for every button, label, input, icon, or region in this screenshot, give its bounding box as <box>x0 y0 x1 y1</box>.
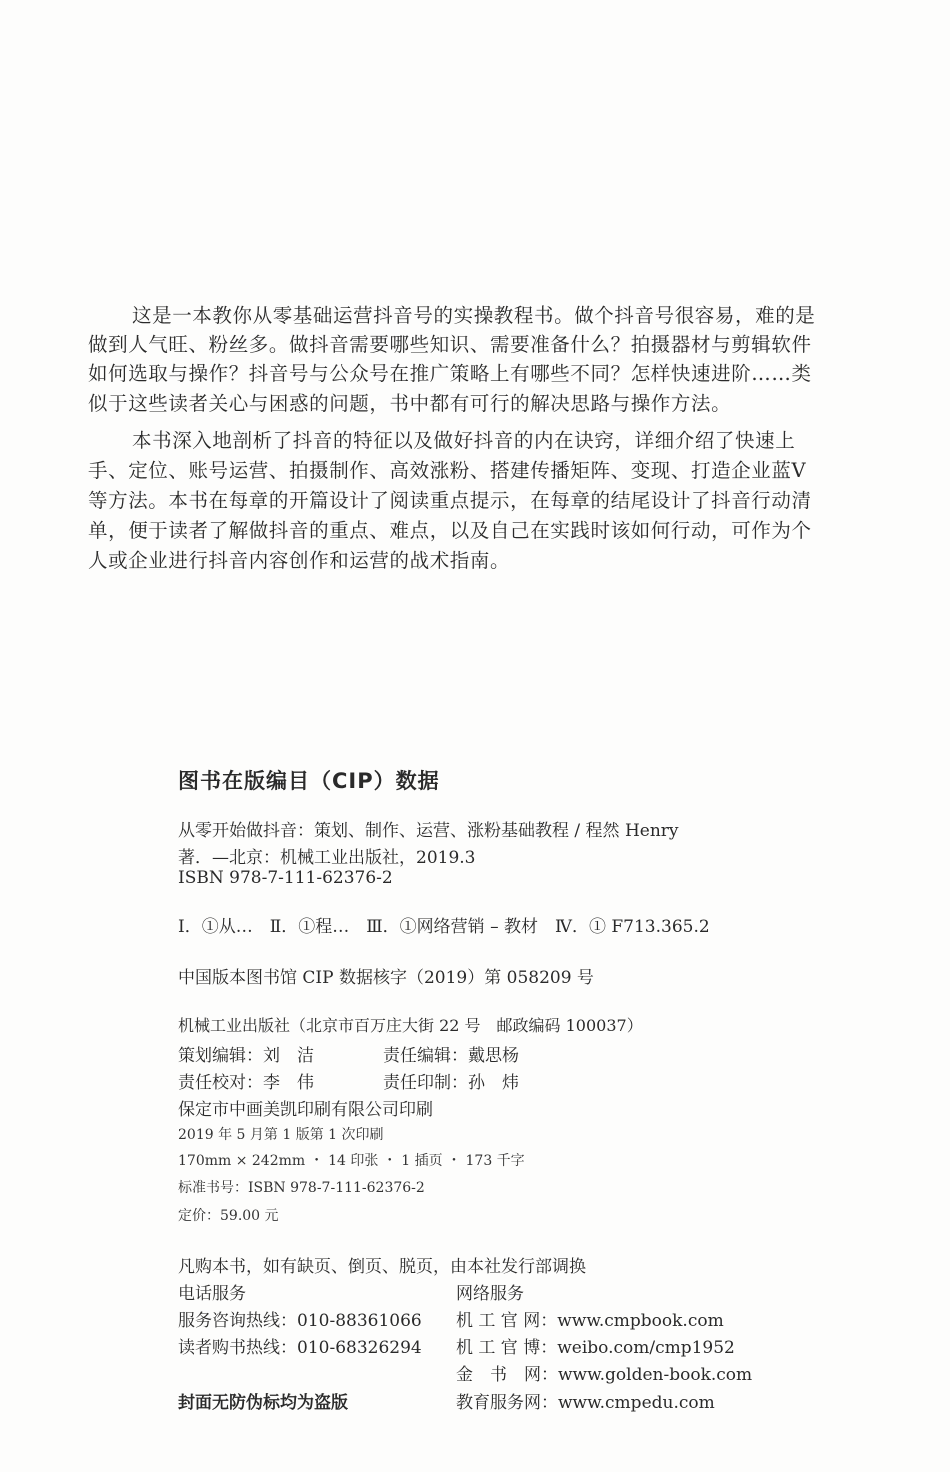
exchange-notice: 凡购本书，如有缺页、倒页、脱页，由本社发行部调换 <box>178 1257 586 1277</box>
edition: 2019 年 5 月第 1 版第 1 次印刷 <box>178 1127 384 1143</box>
purchase-hotline: 读者购书热线：010-68326294 <box>178 1338 422 1358</box>
cmpbook-website: 机 工 官 网：www.cmpbook.com <box>456 1311 724 1331</box>
price: 定价：59.00 元 <box>178 1208 279 1224</box>
intro-line: 人或企业进行抖音内容创作和运营的战术指南。 <box>88 549 511 572</box>
printer: 保定市中画美凯印刷有限公司印刷 <box>178 1100 433 1120</box>
publisher: 机械工业出版社（北京市百万庄大街 22 号 邮政编码 100037） <box>178 1016 643 1035</box>
intro-line: 本书深入地剖析了抖音的特征以及做好抖音的内在诀窍，详细介绍了快速上 <box>132 429 796 452</box>
cmpedu-website: 教育服务网：www.cmpedu.com <box>456 1393 715 1413</box>
responsible-editor: 责任编辑：戴思杨 <box>383 1046 519 1066</box>
phone-service-header: 电话服务 <box>178 1284 246 1304</box>
intro-line: 如何选取与操作？抖音号与公众号在推广策略上有哪些不同？怎样快速进阶……类 <box>88 362 812 385</box>
cip-entry-line2: 著．—北京：机械工业出版社，2019.3 <box>178 848 476 868</box>
cip-title: 图书在版编目（CIP）数据 <box>178 769 440 793</box>
intro-line: 手、定位、账号运营、拍摄制作、高效涨粉、搭建传播矩阵、变现、打造企业蓝V <box>88 459 807 482</box>
anti-piracy-notice: 封面无防伪标均为盗版 <box>178 1393 348 1413</box>
planning-editor: 策划编辑：刘 洁 <box>178 1046 314 1066</box>
print-manager: 责任印制：孙 炜 <box>383 1073 519 1093</box>
consult-hotline: 服务咨询热线：010-88361066 <box>178 1311 422 1331</box>
intro-line: 单，便于读者了解做抖音的重点、难点，以及自己在实践时该如何行动，可作为个 <box>88 519 812 542</box>
web-service-header: 网络服务 <box>456 1284 524 1304</box>
cip-classification: Ⅰ．①从… Ⅱ．①程… Ⅲ．①网络营销 – 教材 Ⅳ．① F713.365.2 <box>178 917 710 937</box>
format: 170mm × 242mm ・ 14 印张 ・ 1 插页 ・ 173 千字 <box>178 1153 525 1169</box>
weibo-link: 机 工 官 博：weibo.com/cmp1952 <box>456 1338 735 1358</box>
standard-number: 标准书号：ISBN 978-7-111-62376-2 <box>178 1180 425 1196</box>
intro-line: 似于这些读者关心与困惑的问题，书中都有可行的解决思路与操作方法。 <box>88 392 732 415</box>
proofreader: 责任校对：李 伟 <box>178 1073 314 1093</box>
cip-verification: 中国版本图书馆 CIP 数据核字（2019）第 058209 号 <box>178 968 594 988</box>
intro-line: 等方法。本书在每章的开篇设计了阅读重点提示，在每章的结尾设计了抖音行动清 <box>88 489 812 512</box>
cip-isbn: ISBN 978-7-111-62376-2 <box>178 868 393 888</box>
cip-entry-line1: 从零开始做抖音：策划、制作、运营、涨粉基础教程 / 程然 Henry <box>178 821 679 841</box>
intro-line: 做到人气旺、粉丝多。做抖音需要哪些知识、需要准备什么？拍摄器材与剪辑软件 <box>88 333 812 356</box>
golden-book-website: 金 书 网：www.golden-book.com <box>456 1365 753 1385</box>
intro-line: 这是一本教你从零基础运营抖音号的实操教程书。做个抖音号很容易，难的是 <box>132 304 816 327</box>
